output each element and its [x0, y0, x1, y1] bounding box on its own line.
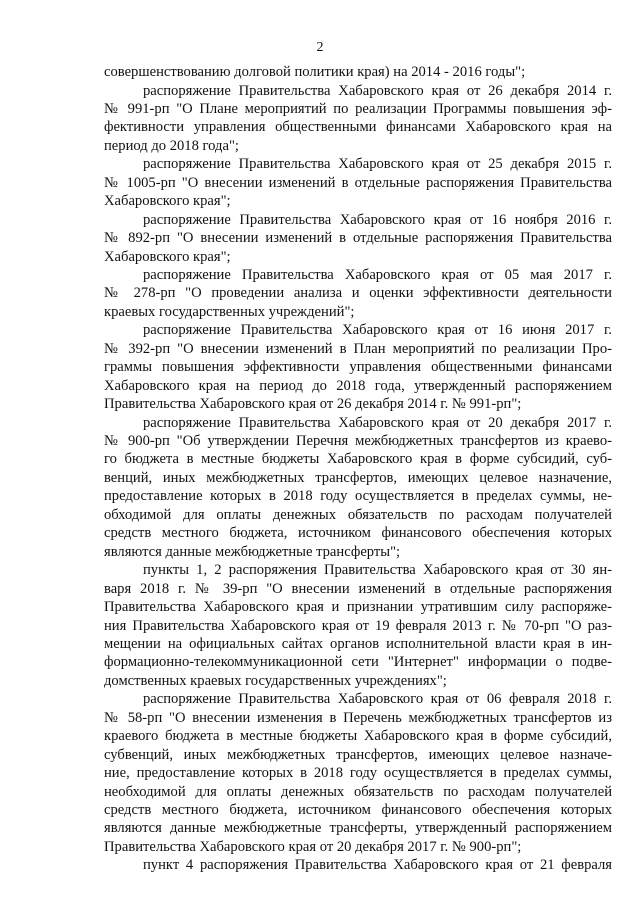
text-line: мещении на официальных сайтах органов исполнительной власти края в ин-	[104, 635, 612, 652]
text-line: формационно-телекоммуникационной сети "Интернет" информации о подве-	[104, 654, 612, 671]
text-line: ние, предоставление которых в 2018 году осуществляется в пределах суммы,	[104, 765, 612, 782]
text-line: распоряжение Правительства Хабаровского края от 16 ноября 2016 г.	[143, 211, 612, 228]
text-line: субвенций, иных межбюджетных трансфертов, имеющих целевое назначе-	[104, 746, 612, 763]
text-line: Правительства Хабаровского края от 20 декабря 2017 г. № 900-рп";	[104, 838, 522, 855]
text-line: го бюджета в местные бюджеты Хабаровского края в форме субсидий, суб-	[104, 451, 612, 468]
text-line: № 892-рп "О внесении изменений в отдельные распоряжения Правительства	[104, 230, 612, 246]
text-line: распоряжение Правительства Хабаровского края от 06 февраля 2018 г.	[143, 691, 612, 708]
text-line: граммы повышения эффективности управления общественными финансами	[104, 359, 612, 376]
text-line: № 900-рп "Об утверждении Перечня межбюджетных трансфертов из краево-	[104, 433, 612, 449]
text-line: предоставление которых в 2018 году осуществляется в пределах суммы, не-	[104, 488, 612, 505]
text-line: являются данные межбюджетные трансферты, утвержденный распоряжением	[104, 820, 612, 837]
text-line: распоряжение Правительства Хабаровского края от 26 декабря 2014 г.	[143, 82, 612, 99]
text-line: пункт 4 распоряжения Правительства Хабаровского края от 21 февраля	[143, 857, 612, 874]
text-line: № 392-рп "О внесении изменений в План мероприятий по реализации Про-	[104, 340, 612, 357]
text-line: краевых государственных учреждений";	[104, 303, 355, 320]
text-line: обходимой для оплаты денежных обязательств по расходам получателей	[104, 506, 612, 523]
text-line: Хабаровского края";	[104, 193, 231, 210]
text-line: № 991-рп "О Плане мероприятий по реализации Программы повышения эф-	[104, 100, 612, 117]
text-line: распоряжение Правительства Хабаровского края от 25 декабря 2015 г.	[143, 156, 612, 173]
text-line: домственных краевых государственных учреждениях";	[104, 672, 447, 689]
text-line: № 278-рп "О проведении анализа и оценки эффективности деятельности	[104, 285, 612, 302]
text-line: средств местного бюджета, источником финансового обеспечения которых	[104, 802, 612, 818]
text-line: варя 2018 г. № 39-рп "О внесении изменений в отдельные распоряжения	[104, 580, 612, 597]
text-line: являются данные межбюджетные трансферты";	[104, 543, 401, 560]
text-line: распоряжение Правительства Хабаровского края от 16 июня 2017 г.	[143, 322, 612, 339]
text-line: Хабаровского края";	[104, 248, 231, 265]
text-line: распоряжение Правительства Хабаровского края от 20 декабря 2017 г.	[143, 414, 612, 431]
text-line: Правительства Хабаровского края и признании утратившим силу распоряже-	[104, 599, 612, 615]
text-line: № 1005-рп "О внесении изменений в отдельные распоряжения Правительства	[104, 174, 612, 191]
text-line: необходимой для оплаты денежных обязательств по расходам получателей	[104, 783, 612, 800]
text-line: № 58-рп "О внесении изменения в Перечень межбюджетных трансфертов из	[104, 709, 612, 726]
text-line: пункты 1, 2 распоряжения Правительства Хабаровского края от 30 ян-	[143, 562, 612, 579]
text-line: фективности управления общественными финансами Хабаровского края на	[104, 119, 612, 136]
text-line: распоряжение Правительства Хабаровского края от 05 мая 2017 г.	[143, 266, 612, 283]
text-line: венций, иных межбюджетных трансфертов, имеющих целевое назначение,	[104, 469, 612, 486]
text-line: период до 2018 года";	[104, 137, 239, 154]
text-line: совершенствованию долговой политики края) на 2014 - 2016 годы";	[104, 64, 526, 80]
text-line: краевого бюджета в местные бюджеты Хабаровского края в форме субсидий,	[104, 728, 612, 745]
text-line: Правительства Хабаровского края от 26 декабря 2014 г. № 991-рп";	[104, 396, 522, 413]
text-line: средств местного бюджета, источником финансового обеспечения которых	[104, 525, 612, 542]
text-line: Хабаровского края на период до 2018 года, утвержденный распоряжением	[104, 377, 612, 394]
text-line: ния Правительства Хабаровского края от 19 февраля 2013 г. № 70-рп "О раз-	[104, 617, 612, 634]
page-number: 2	[316, 40, 324, 55]
